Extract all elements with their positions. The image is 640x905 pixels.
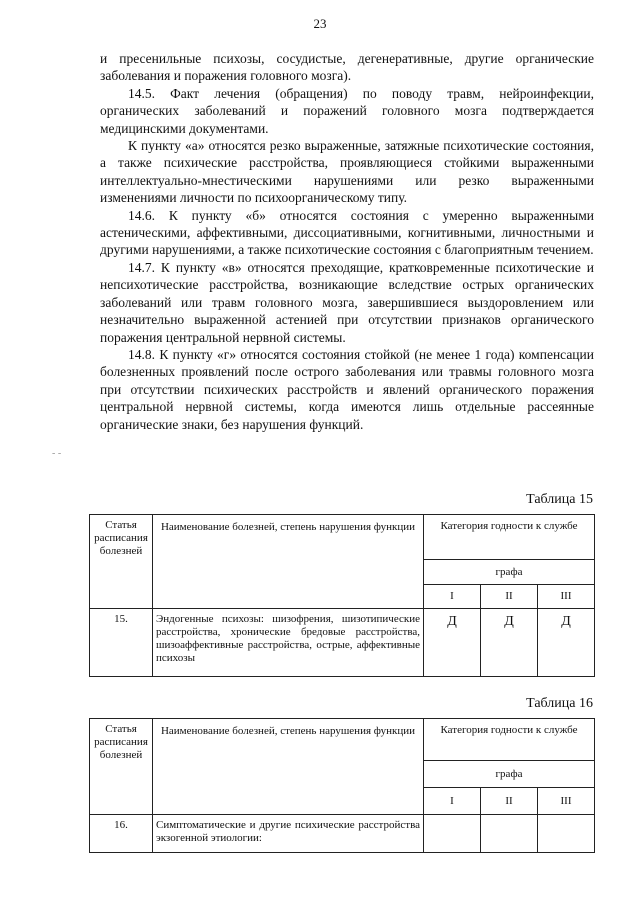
paragraph-point-a: К пункту «а» относятся резко выраженные, затяжные психотические состояния, а также психические расстройства, проявляющиеся стойкими выраженными интеллектуально-мнестическими нарушениями или резко выраженными изменениями личности по психоорганическому типу.: [100, 138, 594, 206]
paragraph-14-7: 14.7. К пункту «в» относятся преходящие, кратковременные психотические и непсихотические расстройства, возникающие вследствие острых органических заболеваний или травм головного мозга, завершившиеся выздоровлением или незначительно выраженной астенией при отсутствии признаков органического поражения центральной нервной системы.: [100, 259, 594, 345]
article-number: 15.: [90, 609, 153, 677]
column-iii: III: [538, 585, 595, 609]
article-number: 16.: [90, 815, 153, 853]
header-category: Категория годности к службе: [424, 719, 595, 761]
header-article: Статья расписания болезней: [90, 515, 153, 609]
column-i: I: [424, 788, 481, 815]
category-i: [424, 815, 481, 853]
category-i: Д: [424, 609, 481, 677]
column-ii: II: [481, 788, 538, 815]
body-text: [100, 50, 594, 433]
paragraph-14-6: 14.6. К пункту «б» относятся состояния с умеренно выраженными астеническими, аффективными, диссоциативными, когнитивными, личностными и другими нарушениями, а также психотические состояния с благоприятным течением.: [100, 207, 594, 258]
header-name: Наименование болезней, степень нарушения функции: [153, 515, 424, 609]
header-grafa: графа: [424, 761, 595, 788]
table-15: [89, 514, 595, 677]
table-row: [90, 609, 595, 677]
header-name: Наименование болезней, степень нарушения функции: [153, 719, 424, 815]
column-iii: III: [538, 788, 595, 815]
page-number: 23: [313, 16, 327, 31]
paragraph-14-5: 14.5. Факт лечения (обращения) по поводу травм, нейроинфекции, органических заболеваний и поражений головного мозга подтверждается медицинскими документами.: [100, 85, 594, 136]
table-row: [90, 815, 595, 853]
header-article: Статья расписания болезней: [90, 719, 153, 815]
category-iii: [538, 815, 595, 853]
category-ii: [481, 815, 538, 853]
category-ii: Д: [481, 609, 538, 677]
margin-mark: - -: [52, 448, 62, 459]
table-15-caption: Таблица 15: [526, 492, 593, 507]
category-iii: Д: [538, 609, 595, 677]
column-ii: II: [481, 585, 538, 609]
header-grafa: графа: [424, 560, 595, 585]
disease-description: Симптоматические и другие психические расстройства экзогенной этиологии:: [153, 815, 424, 853]
disease-description: Эндогенные психозы: шизофрения, шизотипические расстройства, хронические бредовые расстройства, шизоаффективные расстройства, острые, аффективные психозы: [153, 609, 424, 677]
header-category: Категория годности к службе: [424, 515, 595, 560]
paragraph-14-8: 14.8. К пункту «г» относятся состояния стойкой (не менее 1 года) компенсации болезненных проявлений после острого заболевания или травмы головного мозга при отсутствии психических расстройств и явлений органического поражения центральной нервной системы, когда имеются лишь отдельные рассеянные органические знаки, без нарушения функций.: [100, 346, 594, 432]
column-i: I: [424, 585, 481, 609]
table-16-caption: Таблица 16: [526, 696, 593, 711]
paragraph-continuation: и пресенильные психозы, сосудистые, дегенеративные, другие органические заболевания и поражения головного мозга).: [100, 51, 594, 84]
table-16: [89, 718, 595, 853]
